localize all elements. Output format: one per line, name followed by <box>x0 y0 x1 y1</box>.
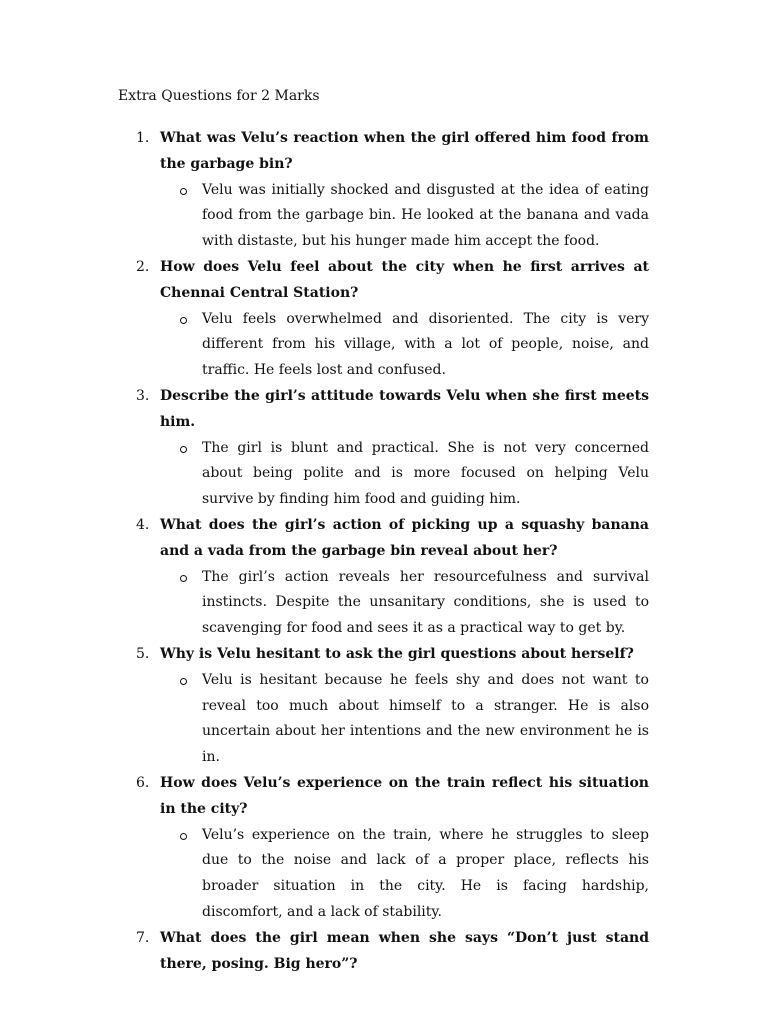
hollow-bullet-icon <box>180 446 187 453</box>
answer-item <box>0 668 768 771</box>
question-list <box>0 126 768 977</box>
answer-item <box>0 178 768 255</box>
hollow-bullet-icon <box>180 833 187 840</box>
answer-text: Velu is hesitant because he feels shy and does not want to reveal too much about himself to a stranger. He is also uncertain about her intentions and the new environment he is in. <box>202 671 649 766</box>
question-text: Why is Velu hesitant to ask the girl questions about herself? <box>160 645 634 662</box>
question-text: What was Velu’s reaction when the girl offered him food from the garbage bin? <box>160 130 649 172</box>
question-number: 3. <box>136 387 150 404</box>
answer-text: Velu feels overwhelmed and disoriented. The city is very different from his village, with a lot of people, noise, and traffic. He feels lost and confused. <box>202 310 649 379</box>
question-text: Describe the girl’s attitude towards Velu when she first meets him. <box>160 387 649 430</box>
question-item <box>0 513 768 642</box>
question-number: 5. <box>136 645 150 662</box>
answer-item <box>0 565 768 642</box>
question-text: How does Velu feel about the city when he first arrives at Chennai Central Station? <box>160 258 649 301</box>
page-heading: Extra Questions for 2 Marks <box>118 88 320 104</box>
answer-item <box>0 436 768 513</box>
hollow-bullet-icon <box>180 317 187 324</box>
question-item <box>0 384 768 513</box>
hollow-bullet-icon <box>180 188 187 195</box>
question-number: 2. <box>136 258 150 275</box>
answer-text: Velu’s experience on the train, where he struggles to sleep due to the noise and lack of a proper place, reflects his broader situation in the city. He is facing hardship, discomfort, and a lack of stability. <box>202 826 649 920</box>
answer-text: Velu was initially shocked and disgusted at the idea of eating food from the garbage bin. He looked at the banana and vada with distaste, but his hunger made him accept the food. <box>202 181 649 250</box>
answer-text: The girl is blunt and practical. She is not very concerned about being polite and is more focused on helping Velu survive by finding him food and guiding him. <box>202 439 649 508</box>
question-text: What does the girl’s action of picking up a squashy banana and a vada from the garbage bin reveal about her? <box>160 516 649 559</box>
hollow-bullet-icon <box>180 575 187 582</box>
answer-text: The girl’s action reveals her resourcefulness and survival instincts. Despite the unsanitary conditions, she is used to scavenging for food and sees it as a practical way to get by. <box>202 568 649 637</box>
question-item <box>0 926 768 978</box>
question-item <box>0 642 768 771</box>
question-text: What does the girl mean when she says “Don’t just stand there, posing. Big hero”? <box>160 929 649 972</box>
question-item <box>0 771 768 926</box>
question-number: 1. <box>136 130 150 146</box>
question-number: 6. <box>136 774 150 791</box>
answer-item <box>0 823 768 926</box>
hollow-bullet-icon <box>180 678 187 685</box>
question-item <box>0 255 768 384</box>
answer-item <box>0 307 768 384</box>
question-item <box>0 126 768 255</box>
question-number: 7. <box>136 929 150 946</box>
question-number: 4. <box>136 516 150 533</box>
question-text: How does Velu’s experience on the train reflect his situation in the city? <box>160 774 649 817</box>
